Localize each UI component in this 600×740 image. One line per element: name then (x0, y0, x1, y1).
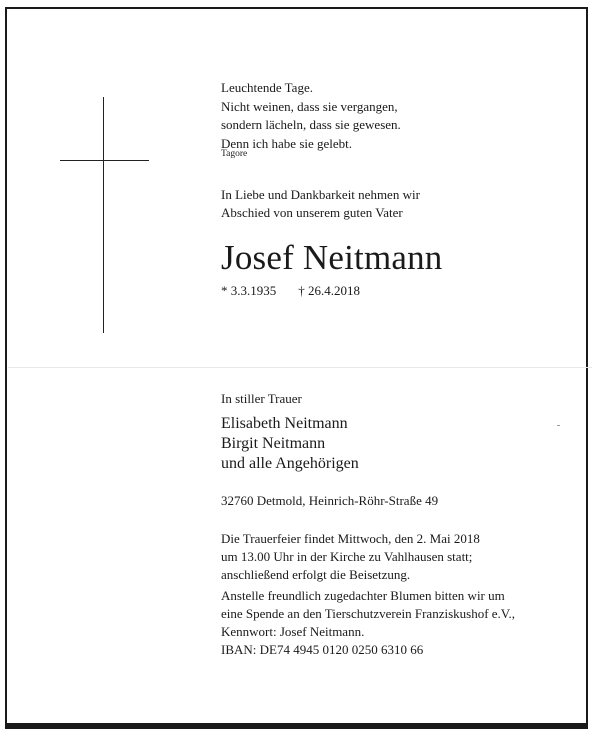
donation-line: eine Spende an den Tierschutzverein Franziskushof e.V., (221, 606, 516, 621)
family-member: und alle Angehörigen (221, 455, 359, 472)
death-date: † 26.4.2018 (298, 283, 360, 298)
poem-line: Denn ich habe sie gelebt. (221, 135, 353, 151)
cross-icon (103, 97, 104, 333)
ceremony-info (221, 530, 480, 584)
family-member: Birgit Neitmann (221, 435, 326, 452)
iban: IBAN: DE74 4945 0120 0250 6310 66 (221, 642, 424, 657)
intro-line: In Liebe und Dankbarkeit nehmen wir (221, 187, 420, 202)
poem-line: Leuchtende Tage. (221, 80, 313, 95)
ceremony-line: Die Trauerfeier findet Mittwoch, den 2. Mai 2018 (221, 531, 480, 546)
donation-info (221, 587, 515, 659)
poem (221, 79, 401, 153)
poem-author: Tagore (221, 149, 248, 159)
intro-text (221, 186, 420, 222)
donation-line: Anstelle freundlich zugedachter Blumen bitten wir um (221, 588, 505, 603)
address: 32760 Detmold, Heinrich-Röhr-Straße 49 (221, 493, 439, 508)
fold-line (8, 367, 592, 368)
ceremony-line: anschließend erfolgt die Beisetzung. (221, 567, 411, 582)
donation-line: Kennwort: Josef Neitmann. (221, 624, 365, 639)
poem-line: sondern lächeln, dass sie gewesen. (221, 117, 401, 132)
mourning-heading: In stiller Trauer (221, 391, 302, 406)
deceased-name: Josef Neitmann (221, 238, 443, 277)
poem-line: Nicht weinen, dass sie vergangen, (221, 98, 398, 114)
cross-icon-crossbar (60, 160, 149, 161)
life-dates (221, 283, 360, 299)
intro-line: Abschied von unserem guten Vater (221, 205, 403, 220)
family-list (221, 414, 359, 474)
family-member: Elisabeth Neitmann (221, 415, 348, 432)
ceremony-line: um 13.00 Uhr in der Kirche zu Vahlhausen statt; (221, 549, 473, 564)
birth-date: * 3.3.1935 (221, 283, 277, 298)
scan-speck (557, 425, 560, 426)
